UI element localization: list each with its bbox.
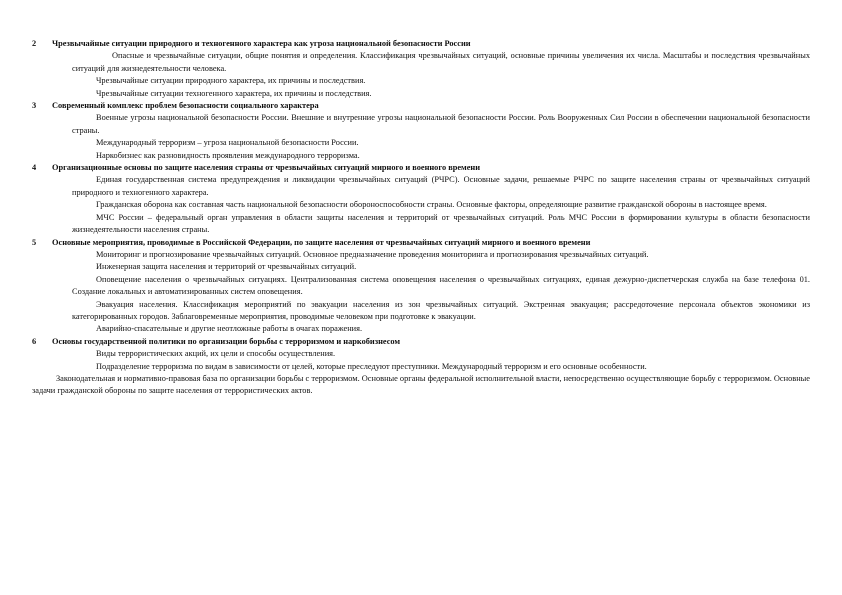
section-paragraph: Аварийно-спасательные и другие неотложные работы в очагах поражения. (96, 324, 363, 334)
section-paragraph: Подразделение терроризма по видам в зависимости от целей, которые преследуют преступники. Международный терроризм и его основные особенности. (96, 361, 647, 371)
section-paragraph: Оповещение населения о чрезвычайных ситуациях. Централизованная система оповещения населения о чрезвычайных ситуациях, единая дежурно-диспетчерская служба на базе телефона 01. Создание локальных и автоматизированных систем оповещения. (72, 274, 810, 297)
section-number: 5 (32, 237, 37, 247)
section-4 (24, 162, 810, 236)
section-paragraph: Эвакуация населения. Классификация мероприятий по эвакуации населения из зон чрезвычайных ситуаций. Экстренная эвакуация; рассредоточение персонала объектов экономики из категорированных городов. Заблаговременные мероприятия, проводимые человеком при подготовке к эвакуации. (72, 299, 810, 321)
section-paragraph: Единая государственная система предупреждения и ликвидации чрезвычайных ситуаций (РЧРС). Основные задачи, решаемые РЧРС по защите населения страны от чрезвычайных ситуаций природного и техногенного характера. (72, 175, 810, 197)
section-title: Основы государственной политики по организации борьбы с терроризмом и наркобизнесом (52, 336, 401, 346)
section-paragraph: Международный терроризм – угроза национальной безопасности России. (96, 138, 359, 148)
section-paragraph: Виды террористических акций, их цели и способы осуществления. (96, 349, 336, 359)
section-title: Основные мероприятия, проводимые в Российской Федерации, по защите населения от чрезвычайных ситуаций мирного и военного времени (52, 237, 591, 247)
section-number: 6 (32, 336, 37, 346)
section-number: 3 (32, 101, 37, 111)
section-heading (24, 336, 810, 348)
section-paragraph: МЧС России – федеральный орган управления в области защиты населения и территорий от чрезвычайных ситуаций. Роль МЧС России в формировании культуры в области безопасности жизнедеятельности населения страны. (72, 212, 810, 235)
section-paragraph: Законодательная и нормативно-правовая база по организации борьбы с терроризмом. Основные органы федеральной исполнительной власти, непосредственно осуществляющие борьбу с терроризмом. Основные задачи гражданской обороны по защите населения от террористических актов. (32, 373, 810, 396)
section-paragraph: Наркобизнес как разновидность проявления международного терроризма. (96, 150, 360, 160)
section-heading (24, 237, 810, 249)
section-heading (24, 38, 810, 50)
section-number: 4 (32, 163, 37, 173)
section-paragraph: Опасные и чрезвычайные ситуации, общие понятия и определения. Классификация чрезвычайных ситуаций, основные причины увеличения их числа. Масштабы и последствия чрезвычайных ситуаций для жизнедеятельности человека. (72, 51, 810, 73)
section-number: 2 (32, 39, 37, 48)
section-2 (24, 38, 810, 100)
section-paragraph: Военные угрозы национальной безопасности России. Внешние и внутренние угрозы национальной безопасности России. Роль Вооруженных Сил России в обеспечении национальной безопасности страны. (72, 113, 810, 135)
section-paragraph: Чрезвычайные ситуации техногенного характера, их причины и последствия. (96, 88, 372, 98)
section-title: Современный комплекс проблем безопасности социального характера (52, 101, 319, 111)
section-5 (24, 237, 810, 336)
section-paragraph: Чрезвычайные ситуации природного характера, их причины и последствия. (96, 76, 366, 86)
section-6 (24, 336, 810, 398)
section-heading (24, 162, 810, 174)
section-paragraph: Мониторинг и прогнозирование чрезвычайных ситуаций. Основное предназначение проведения мониторинга и прогнозирования чрезвычайных ситуаций. (96, 249, 649, 259)
section-heading (24, 100, 810, 112)
section-title: Организационные основы по защите населения страны от чрезвычайных ситуаций мирного и военного времени (52, 163, 481, 173)
section-paragraph: Инженерная защита населения и территорий от чрезвычайных ситуаций. (96, 262, 357, 272)
section-3 (24, 100, 810, 162)
section-paragraph: Гражданская оборона как составная часть национальной безопасности обороноспособности страны. Основные факторы, определяющие развитие гражданской обороны в настоящее время. (96, 200, 767, 210)
section-title: Чрезвычайные ситуации природного и техногенного характера как угроза национальной безопасности России (52, 39, 471, 48)
document-body (24, 38, 810, 398)
